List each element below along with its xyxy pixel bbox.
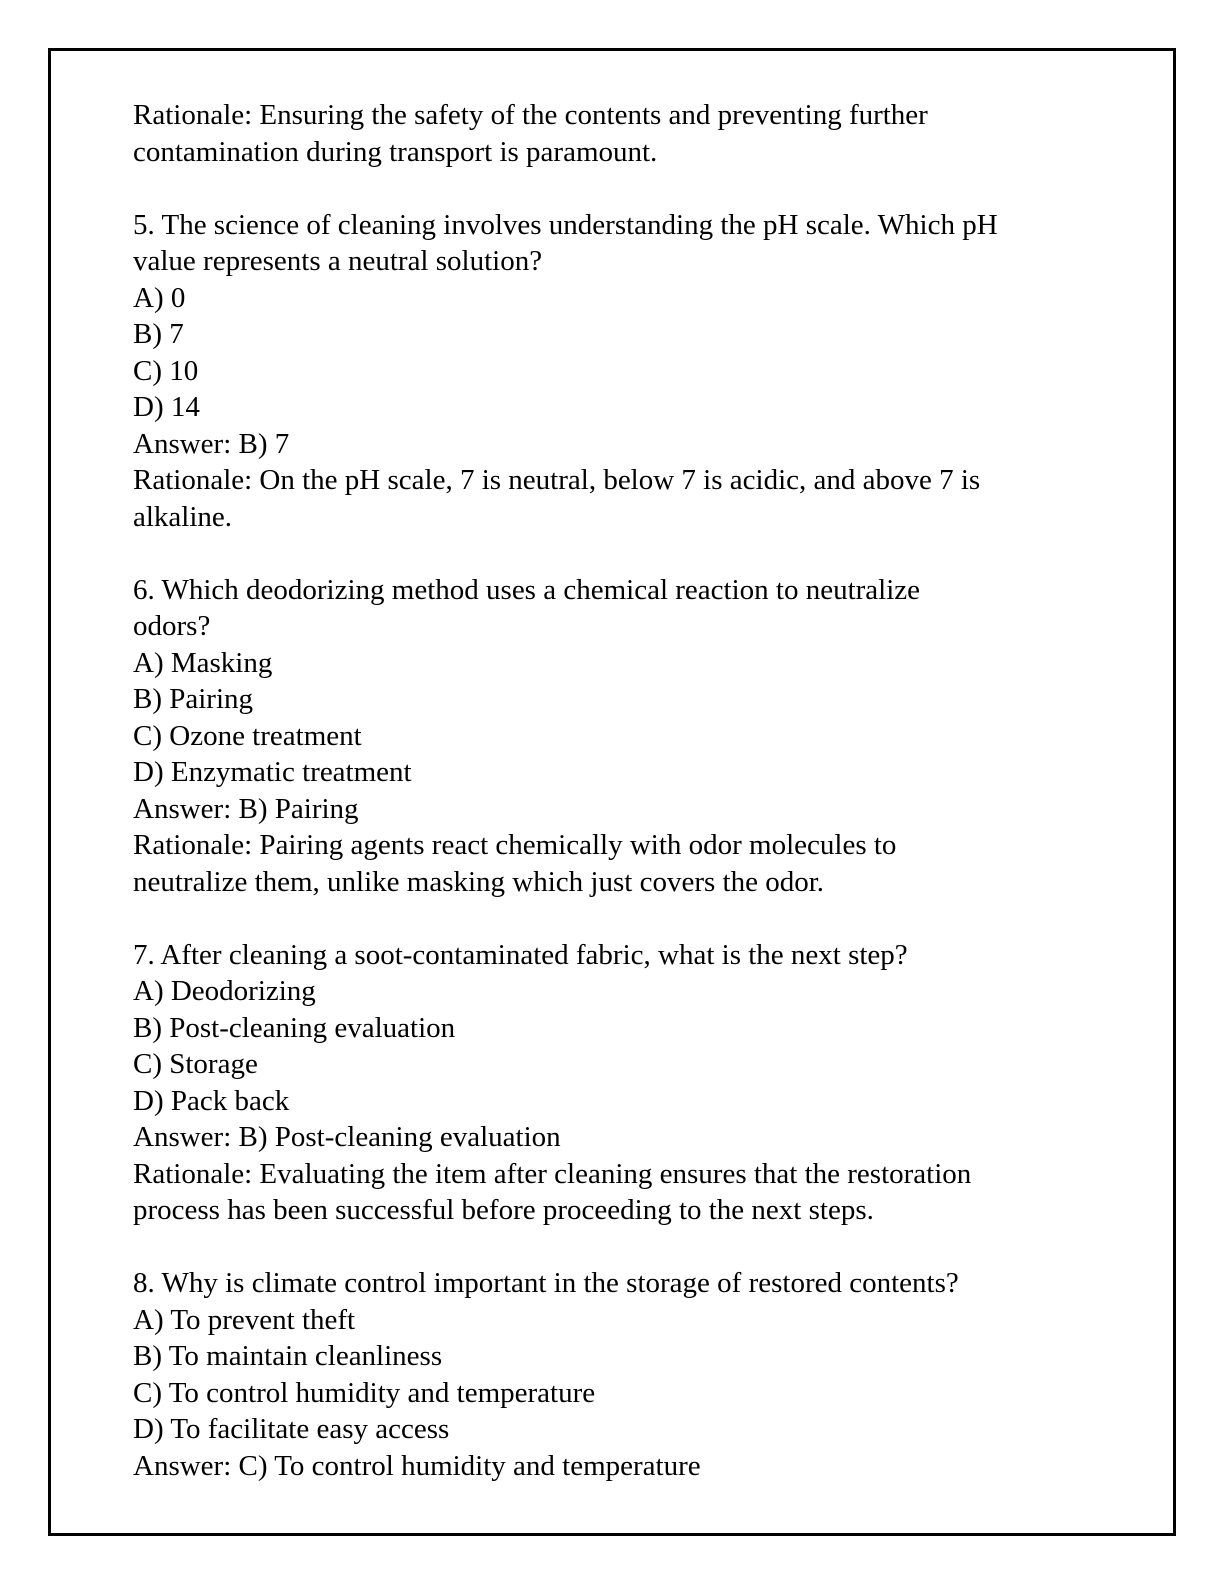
option-a: A) 0 — [133, 281, 186, 314]
answer-text: Answer: B) 7 — [133, 427, 290, 460]
rationale-text: Rationale: Pairing agents react chemically with odor molecules to — [133, 829, 897, 861]
rationale-text: alkaline. — [133, 500, 233, 533]
option-b: B) Pairing — [133, 683, 254, 715]
option-d: D) Enzymatic treatment — [133, 756, 412, 788]
option-b: B) 7 — [133, 318, 184, 350]
option-d: D) Pack back — [133, 1084, 290, 1117]
question-7 — [133, 937, 1093, 1229]
option-d: D) 14 — [133, 391, 200, 423]
question-text: odors? — [133, 610, 211, 642]
option-b: B) To maintain cleanliness — [133, 1340, 443, 1372]
rationale-text: process has been successful before proceeding to the next steps. — [133, 1194, 874, 1226]
option-c: C) Storage — [133, 1048, 258, 1080]
option-c: C) To control humidity and temperature — [133, 1376, 596, 1409]
option-a: A) Masking — [133, 646, 273, 679]
spacer — [133, 900, 1093, 937]
answer-text: Answer: B) Post-cleaning evaluation — [133, 1121, 561, 1153]
question-text: 8. Why is climate control important in the storage of restored contents? — [133, 1267, 959, 1299]
rationale-text: Rationale: Evaluating the item after cleaning ensures that the restoration — [133, 1157, 972, 1190]
option-c: C) Ozone treatment — [133, 719, 362, 752]
question-6 — [133, 572, 1093, 901]
answer-text: Answer: B) Pairing — [133, 792, 359, 825]
option-c: C) 10 — [133, 354, 199, 387]
spacer — [133, 170, 1093, 207]
rationale-text: contamination during transport is paramount. — [133, 135, 658, 168]
option-b: B) Post-cleaning evaluation — [133, 1011, 456, 1044]
spacer — [133, 1229, 1093, 1266]
rationale-text: neutralize them, unlike masking which just covers the odor. — [133, 865, 825, 898]
question-text: value represents a neutral solution? — [133, 245, 543, 277]
option-a: A) Deodorizing — [133, 975, 316, 1007]
option-d: D) To facilitate easy access — [133, 1413, 450, 1445]
question-5 — [133, 207, 1093, 536]
question-text: 7. After cleaning a soot-contaminated fabric, what is the next step? — [133, 938, 908, 971]
question-text: 6. Which deodorizing method uses a chemical reaction to neutralize — [133, 573, 921, 606]
answer-text: Answer: C) To control humidity and temperature — [133, 1449, 701, 1482]
question-text: 5. The science of cleaning involves understanding the pH scale. Which pH — [133, 208, 998, 241]
carryover-rationale — [133, 97, 1093, 170]
spacer — [133, 535, 1093, 572]
document-body — [133, 97, 1093, 1484]
rationale-text: Rationale: On the pH scale, 7 is neutral, below 7 is acidic, and above 7 is — [133, 464, 981, 496]
rationale-text: Rationale: Ensuring the safety of the contents and preventing further — [133, 99, 928, 131]
option-a: A) To prevent theft — [133, 1303, 356, 1336]
question-8 — [133, 1265, 1093, 1484]
